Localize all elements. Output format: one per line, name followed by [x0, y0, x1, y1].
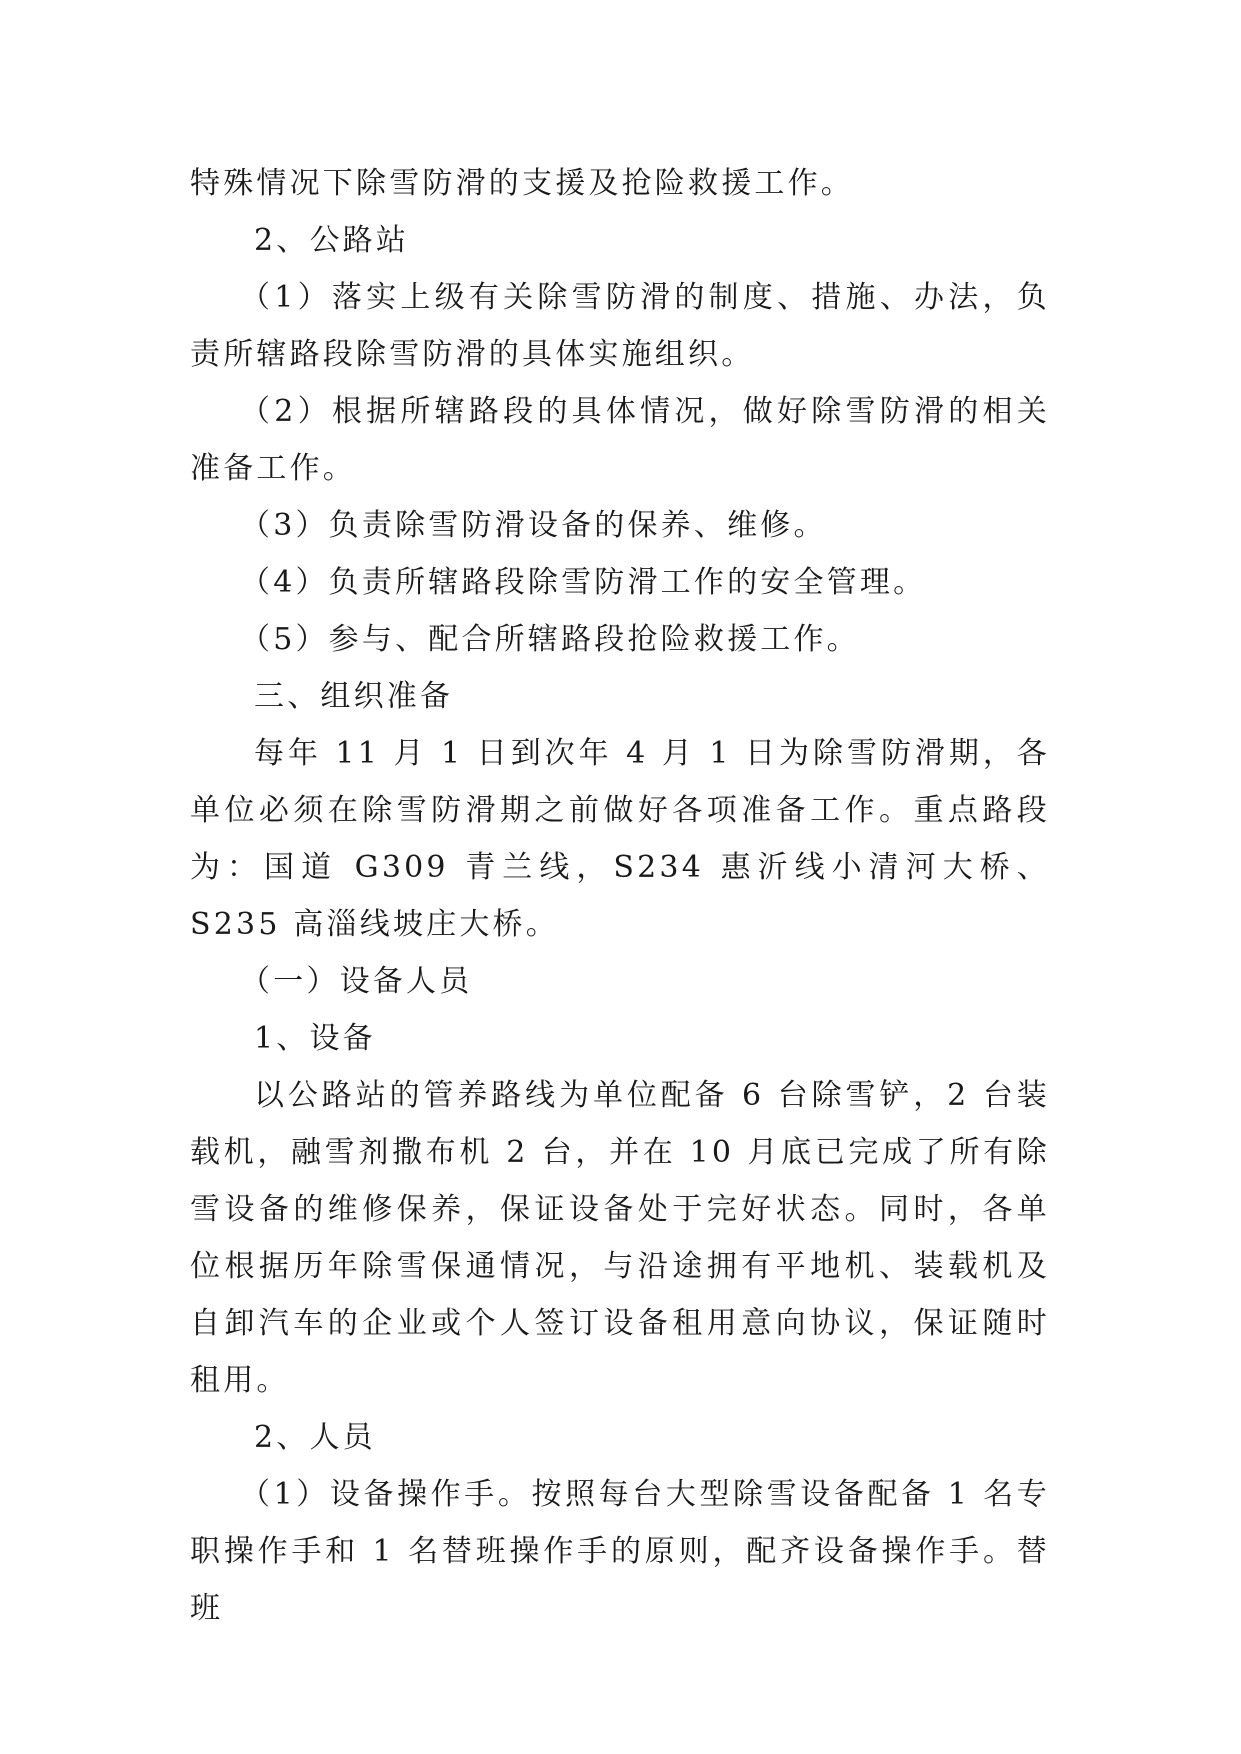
heading-personnel: 2、人员 — [254, 1420, 376, 1455]
paragraph-period-key-sections: 每年 11 月 1 日到次年 4 月 1 日为除雪防滑期，各单位必须在除雪防滑期之前做好各项准备工作。重点路段为：国道 G309 青兰线，S234 惠沂线小清河大桥、S235 高淄线坡庄大桥。 — [190, 736, 1050, 942]
heading-highway-station: 2、公路站 — [254, 223, 410, 258]
heading-equipment: 1、设备 — [254, 1021, 376, 1056]
heading-equipment-personnel: （一）设备人员 — [240, 964, 473, 999]
paragraph-equipment-details: 以公路站的管养路线为单位配备 6 台除雪铲，2 台装载机，融雪剂撒布机 2 台，并在 10 月底已完成了所有除雪设备的维修保养，保证设备处于完好状态。同时，各单位根据历年除雪保通情况，与沿途拥有平地机、装载机及自卸汽车的企业或个人签订设备租用意向协议，保证随时租用。 — [190, 1078, 1050, 1398]
paragraph-support-rescue: 特殊情况下除雪防滑的支援及抢险救援工作。 — [190, 166, 854, 201]
paragraph-item-5: （5）参与、配合所辖路段抢险救援工作。 — [240, 622, 860, 657]
heading-organization-prep: 三、组织准备 — [254, 679, 454, 714]
paragraph-item-1: （1）落实上级有关除雪防滑的制度、措施、办法，负责所辖路段除雪防滑的具体实施组织。 — [190, 280, 1050, 372]
paragraph-item-3: （3）负责除雪防滑设备的保养、维修。 — [240, 508, 827, 543]
document-page — [190, 155, 1050, 1637]
paragraph-operators: （1）设备操作手。按照每台大型除雪设备配备 1 名专职操作手和 1 名替班操作手的原则，配齐设备操作手。替班 — [190, 1477, 1050, 1626]
paragraph-item-2: （2）根据所辖路段的具体情况，做好除雪防滑的相关准备工作。 — [190, 394, 1050, 486]
paragraph-item-4: （4）负责所辖路段除雪防滑工作的安全管理。 — [240, 565, 927, 600]
